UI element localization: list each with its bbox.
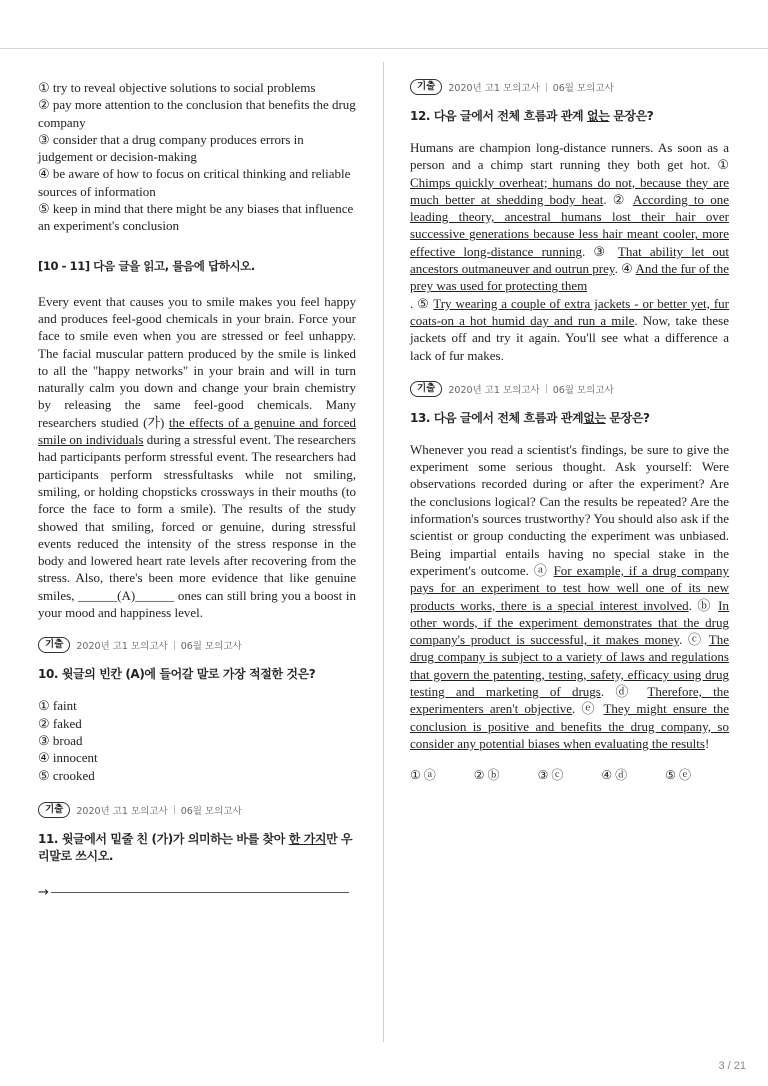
option-5: ⑤ crooked	[38, 767, 95, 783]
sentence-e: They might ensure the conclusion is positive and benefits the drug company, so consider any potential biases when evaluating the results	[410, 701, 730, 751]
option-4: ④ innocent	[38, 750, 98, 766]
passage-text: Every event that causes you to smile makes you feel happy and produces feel-good chemicals in your brain. Force your face to smile even when you are stressed or feel unhappy. The facial muscular pattern produced by the smile is linked to all the "happy networks" in your brain and will in turn naturally calm you down and change your brain chemistry by releasing the same feel-good chemicals. Many researchers studied (가)	[38, 293, 356, 430]
exam-tag-badge: 기출	[38, 802, 70, 818]
sentence-2: According to one leading theory, ancestral humans lost their hair over successive generations because less hair meant cooler, more effective long-distance running	[410, 191, 729, 259]
passage-text: during a stressful event. The researchers had participants perform stressful event. The researchers had participants perform stressfultasks while not smiling, smiling, or holding chopsticks crossways in their mouths (to force the face to form a smile). The results of the study showed that smiling, forced or genuine, during stressful events reduced the intensity of the stress response in the body and lowered heart rate levels after recovering from the stress. Also, there's been more evidence that like genuine smiles, ______(A)______ ones can still bring you a boost in your mood and happiness level.	[38, 432, 356, 621]
arrow-icon: →	[38, 884, 49, 900]
question-tag-row	[38, 637, 356, 653]
underlined-phrase-ga: the effects of a genuine and forced smile on individuals	[38, 414, 356, 448]
meta-separator	[174, 805, 175, 814]
previous-question-options	[38, 79, 356, 235]
question-10-options	[38, 697, 356, 783]
left-column	[38, 79, 356, 900]
meta-separator	[546, 83, 547, 92]
sentence-b: In other words, if the experiment demonstrates that the drug company's product is successful, it makes money	[410, 597, 729, 648]
right-column	[410, 79, 729, 783]
exam-month: 06월 모의고사	[180, 641, 242, 653]
sentence-a: For example, if a drug company pays for an experiment to test how well one of its new products works, there is a special interest involved	[410, 562, 729, 613]
choice-2[interactable]: ② ⓑ	[473, 768, 500, 783]
exam-month: 06월 모의고사	[552, 384, 614, 396]
question-tag-row	[410, 381, 729, 397]
option-1: ① try to reveal objective solutions to social problems	[38, 80, 316, 95]
choice-1[interactable]: ① ⓐ	[410, 768, 436, 783]
option-5: ⑤ keep in mind that there might be any biases that influence an experiment's conclusion	[38, 201, 354, 234]
question-tag-row	[410, 79, 729, 95]
choice-3[interactable]: ③ ⓒ	[537, 768, 564, 783]
exam-tag-badge: 기출	[38, 637, 70, 653]
question-10-title: 10. 윗글의 빈칸 (A)에 들어갈 말로 가장 적절한 것은?	[38, 667, 316, 682]
question-12-title: 12. 다음 글에서 전체 흐름과 관계 없는 문장은?	[410, 109, 654, 123]
sentence-d: Therefore, the experimenters aren't objective	[410, 684, 729, 717]
sentence-3: That ability let out ancestors outmaneuver and outrun prey	[410, 243, 730, 277]
option-4: ④ be aware of how to focus on critical thinking and reliable sources of information	[38, 166, 351, 199]
meta-separator	[174, 641, 175, 650]
meta-separator	[546, 384, 547, 393]
option-3: ③ broad	[38, 732, 83, 748]
question-12-passage: Humans are champion long-distance runners. As soon as a person and a chimp start running they both get hot. ① Chimps quickly overheat; humans do not, because they are much better at shedding body heat. ② According to one leading theory, ancestral humans lost their hair over successive generations because less hair meant cooler, more effective long-distance running. ③ That ability let out ancestors outmaneuver and outrun prey. ④ And the fur of the prey was used for protecting them . ⑤ Try wearing a couple of extra jackets - or better yet, fur coats-on a hot humid day and run a mile. Now, take these jackets off and try it again. You'll see what a difference a lack of fur makes.	[410, 140, 730, 363]
sentence-5: Try wearing a couple of extra jackets - or better yet, fur coats-on a hot humid day and run a mile	[410, 295, 729, 328]
exam-month: 06월 모의고사	[180, 805, 242, 817]
option-2: ② faked	[38, 715, 82, 731]
reading-passage	[38, 293, 356, 622]
page-number: 3 / 21	[718, 1060, 746, 1072]
exam-tag-badge: 기출	[410, 79, 442, 95]
exam-source: 2020년 고1 모의고사	[448, 384, 540, 396]
option-2: ② pay more attention to the conclusion that benefits the drug company	[38, 97, 356, 130]
question-13-passage: Whenever you read a scientist's findings, be sure to give the experiment some serious thought. Ask yourself: Were observations recorded during or after the experiment? Are the conclusions logical? Can the results be repeated? Are the information's sources trustworthy? You should also ask if the scientist or group conducting the experiment was unbiased. Being impartial entails having no special stake in the experiment's outcome. ⓐ For example, if a drug company pays for an experiment to test how well one of its new products works, there is a special interest involved. ⓑ In other words, if the experiment demonstrates that the drug company's product is successful, it makes money. ⓒ The drug company is subject to a variety of laws and regulations that govern the patenting, testing, safety, efficacy using drug testing and marketing of drugs. ⓓ Therefore, the experimenters aren't objective. ⓔ They might ensure the conclusion is positive and benefits the drug company, so consider any potential biases when evaluating the results!	[410, 441, 730, 751]
exam-tag-badge: 기출	[410, 381, 442, 397]
answer-blank[interactable]	[51, 891, 349, 893]
answer-line[interactable]	[38, 885, 356, 900]
exam-source: 2020년 고1 모의고사	[76, 805, 168, 817]
exam-source: 2020년 고1 모의고사	[76, 641, 168, 653]
sentence-1: Chimps quickly overheat; humans do not, because they are much better at shedding body heat	[410, 174, 729, 207]
exam-month: 06월 모의고사	[552, 83, 614, 94]
choice-5[interactable]: ⑤ ⓔ	[665, 768, 691, 783]
question-tag-row	[38, 802, 356, 818]
header-rule	[0, 48, 768, 49]
column-divider	[383, 62, 384, 1042]
sentence-4: And the fur of the prey was used for protecting them	[410, 261, 730, 294]
exam-source: 2020년 고1 모의고사	[448, 83, 540, 94]
question-11-title: 11. 윗글에서 밑줄 친 (가)가 의미하는 바를 찾아 한 가지만 우리말로 쓰시오.	[38, 831, 353, 863]
choice-4[interactable]: ④ ⓓ	[601, 768, 628, 783]
section-heading: [10 - 11] 다음 글을 읽고, 물음에 답하시오.	[38, 258, 255, 273]
option-3: ③ consider that a drug company produces errors in judgement or decision-making	[38, 131, 304, 165]
question-13-title: 13. 다음 글에서 전체 흐름과 관계없는 문장은?	[410, 410, 650, 425]
sentence-c: The drug company is subject to a variety of laws and regulations that govern the patenting, testing, safety, efficacy using drug testing and marketing of drugs	[410, 632, 730, 700]
question-13-choices	[410, 766, 729, 783]
option-1: ① faint	[38, 698, 77, 714]
